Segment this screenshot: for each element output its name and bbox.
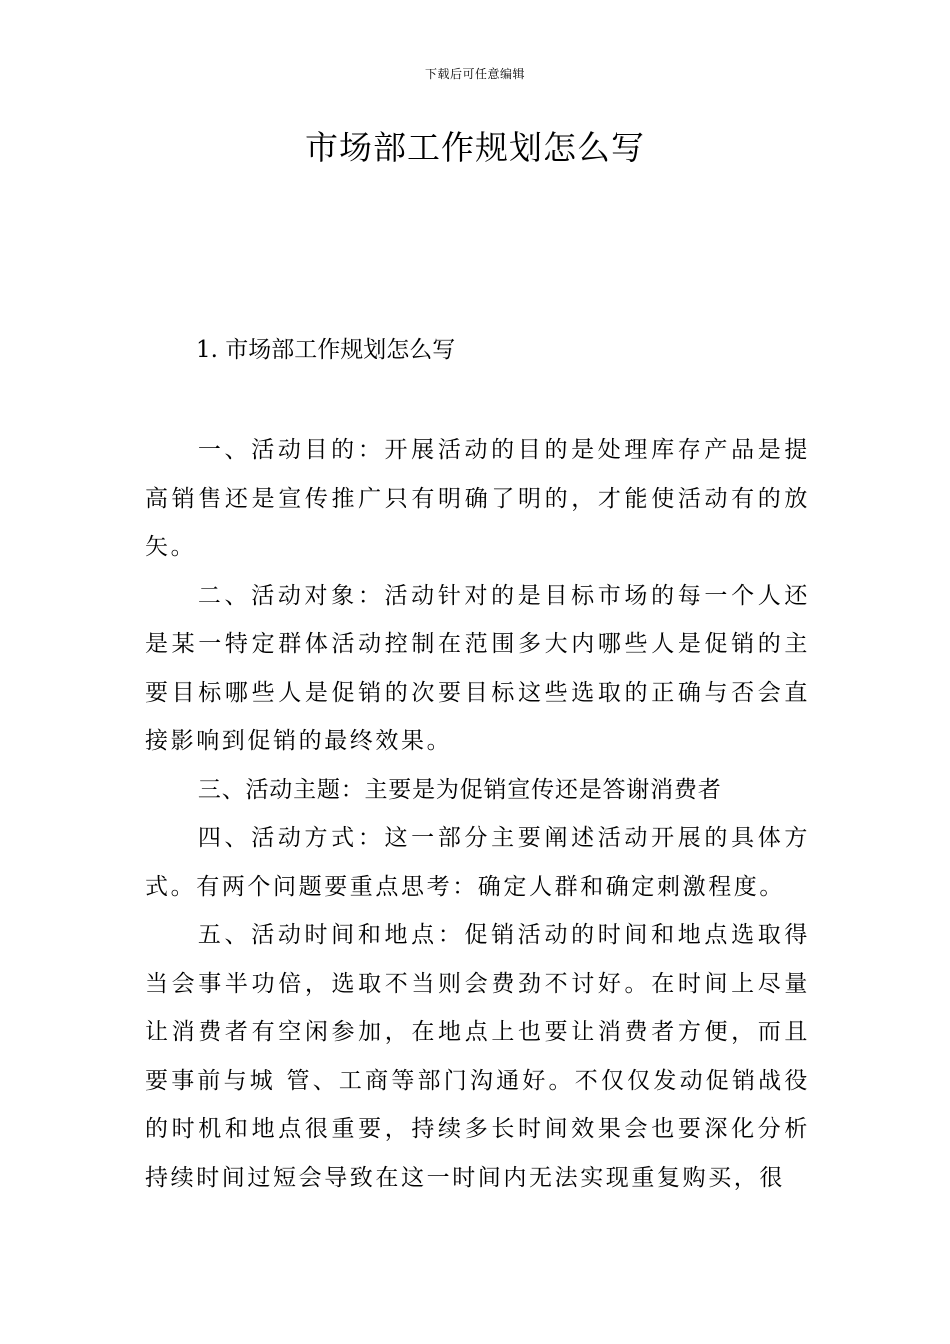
paragraph-activity-time-place: 五、活动时间和地点：促销活动的时间和地点选取得当会事半功倍，选取不当则会费劲不讨好。在时间上尽量让消费者有空闲参加，在地点上也要让消费者方便，而且要事前与城 管、工商等部门沟通好。不仅仅发动促销战役的时机和地点很重要，持续多长时间效果会也要深化分析持续时间过短会导致在这一时间内无法实现重复购买，很 <box>145 922 810 1191</box>
document-title: 市场部工作规划怎么写 <box>305 128 645 167</box>
section-heading: 1. 市场部工作规划怎么写 <box>196 337 456 363</box>
paragraph-activity-method: 四、活动方式：这一部分主要阐述活动开展的具体方式。有两个问题要重点思考：确定人群和确定刺激程度。 <box>145 825 810 900</box>
header-note: 下载后可任意编辑 <box>424 67 525 81</box>
body-text <box>145 426 810 1202</box>
paragraph-activity-theme: 三、活动主题：主要是为促销宣传还是答谢消费者 <box>197 776 722 803</box>
paragraph-activity-purpose: 一、活动目的：开展活动的目的是处理库存产品是提高销售还是宣传推广只有明确了明的，才能使活动有的放矢。 <box>145 437 810 560</box>
paragraph-activity-target: 二、活动对象：活动针对的是目标市场的每一个人还是某一特定群体活动控制在范围多大内哪些人是促销的主要目标哪些人是促销的次要目标这些选取的正确与否会直接影响到促销的最终效果。 <box>145 582 810 754</box>
